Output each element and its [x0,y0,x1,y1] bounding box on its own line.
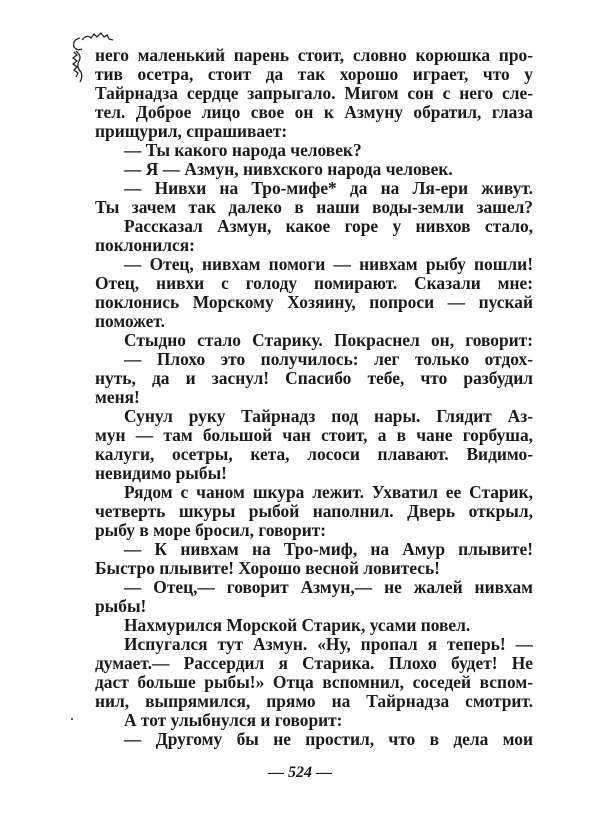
text-line: нуть, да и заснул! Спасибо тебе, что разбудил [95,369,533,388]
text-line: меня! [95,388,140,407]
text-line: — Другому бы не простил, что в дела мои [124,730,533,749]
text-line: Отец, нивхи с голоду помирают. Сказали мне: [95,274,533,293]
scan-speck [71,718,73,720]
text-line: — Я — Азмун, нивхского народа человек. [124,160,453,179]
text-line: рыбу в море бросил, говорит: [95,521,327,540]
text-line: А тот улыбнулся и говорит: [124,711,343,730]
text-line: него маленький парень стоит, словно корюшка про- [95,46,533,65]
body-text [95,46,533,749]
text-line: — Ты какого народа человек? [124,141,362,160]
text-line: поклонился: [95,236,195,255]
text-line: — К нивхам на Тро-миф, на Амур плывите! [124,540,533,559]
text-line: четверть шкуры рыбой наполнил. Дверь открыл, [95,502,533,521]
text-line: думает.— Рассердил я Старика. Плохо будет! Не [95,654,533,673]
text-line: — Отец,— говорит Азмун,— не жалей нивхам [124,578,533,597]
text-line: Испугался тут Азмун. «Ну, пропал я теперь! — [124,635,533,654]
text-line: рыбы! [95,597,147,616]
text-line: тел. Доброе лицо свое он к Азмуну обратил, глаза [95,103,533,122]
text-line: Стыдно стало Старику. Покраснел он, говорит: [124,331,533,350]
text-line: поможет. [95,312,165,331]
text-line: тив осетра, стоит да так хорошо играет, что у [95,65,533,84]
text-line: невидимо рыбы! [95,464,227,483]
text-line: прищурил, спрашивает: [95,122,288,141]
text-line: Нахмурился Морской Старик, усами повел. [124,616,471,635]
text-line: Ты зачем так далеко в наши воды-земли зашел? [95,198,533,217]
text-line: — Плохо это получилось: лег только отдох- [124,350,533,369]
text-line: калуги, осетры, кета, лососи плавают. Видимо- [95,445,533,464]
text-line: Тайрнадза сердце запрыгало. Мигом сон с него сле- [95,84,533,103]
text-line: Рассказал Азмун, какое горе у нивхов стало, [124,217,533,236]
text-line: даст больше рыбы!» Отца вспомнил, соседей вспом- [95,673,533,692]
text-line: — Отец, нивхам помоги — нивхам рыбу пошли! [124,255,533,274]
text-line: Рядом с чаном шкура лежит. Ухватил ее Старик, [124,483,533,502]
page-number: — 524 — [268,764,332,781]
text-line: поклонись Морскому Хозяину, попроси — пускай [95,293,533,312]
text-line: — Нивхи на Тро-мифе* да на Ля-ери живут. [124,179,533,198]
text-line: Быстро плывите! Хорошо весной ловитесь! [95,559,440,578]
text-line: Сунул руку Тайрнадз под нары. Глядит Аз- [124,407,533,426]
text-line: мун — там большой чан стоит, а в чане горбуша, [95,426,533,445]
text-line: нил, выпрямился, прямо на Тайрнадза смотрит. [95,692,533,711]
